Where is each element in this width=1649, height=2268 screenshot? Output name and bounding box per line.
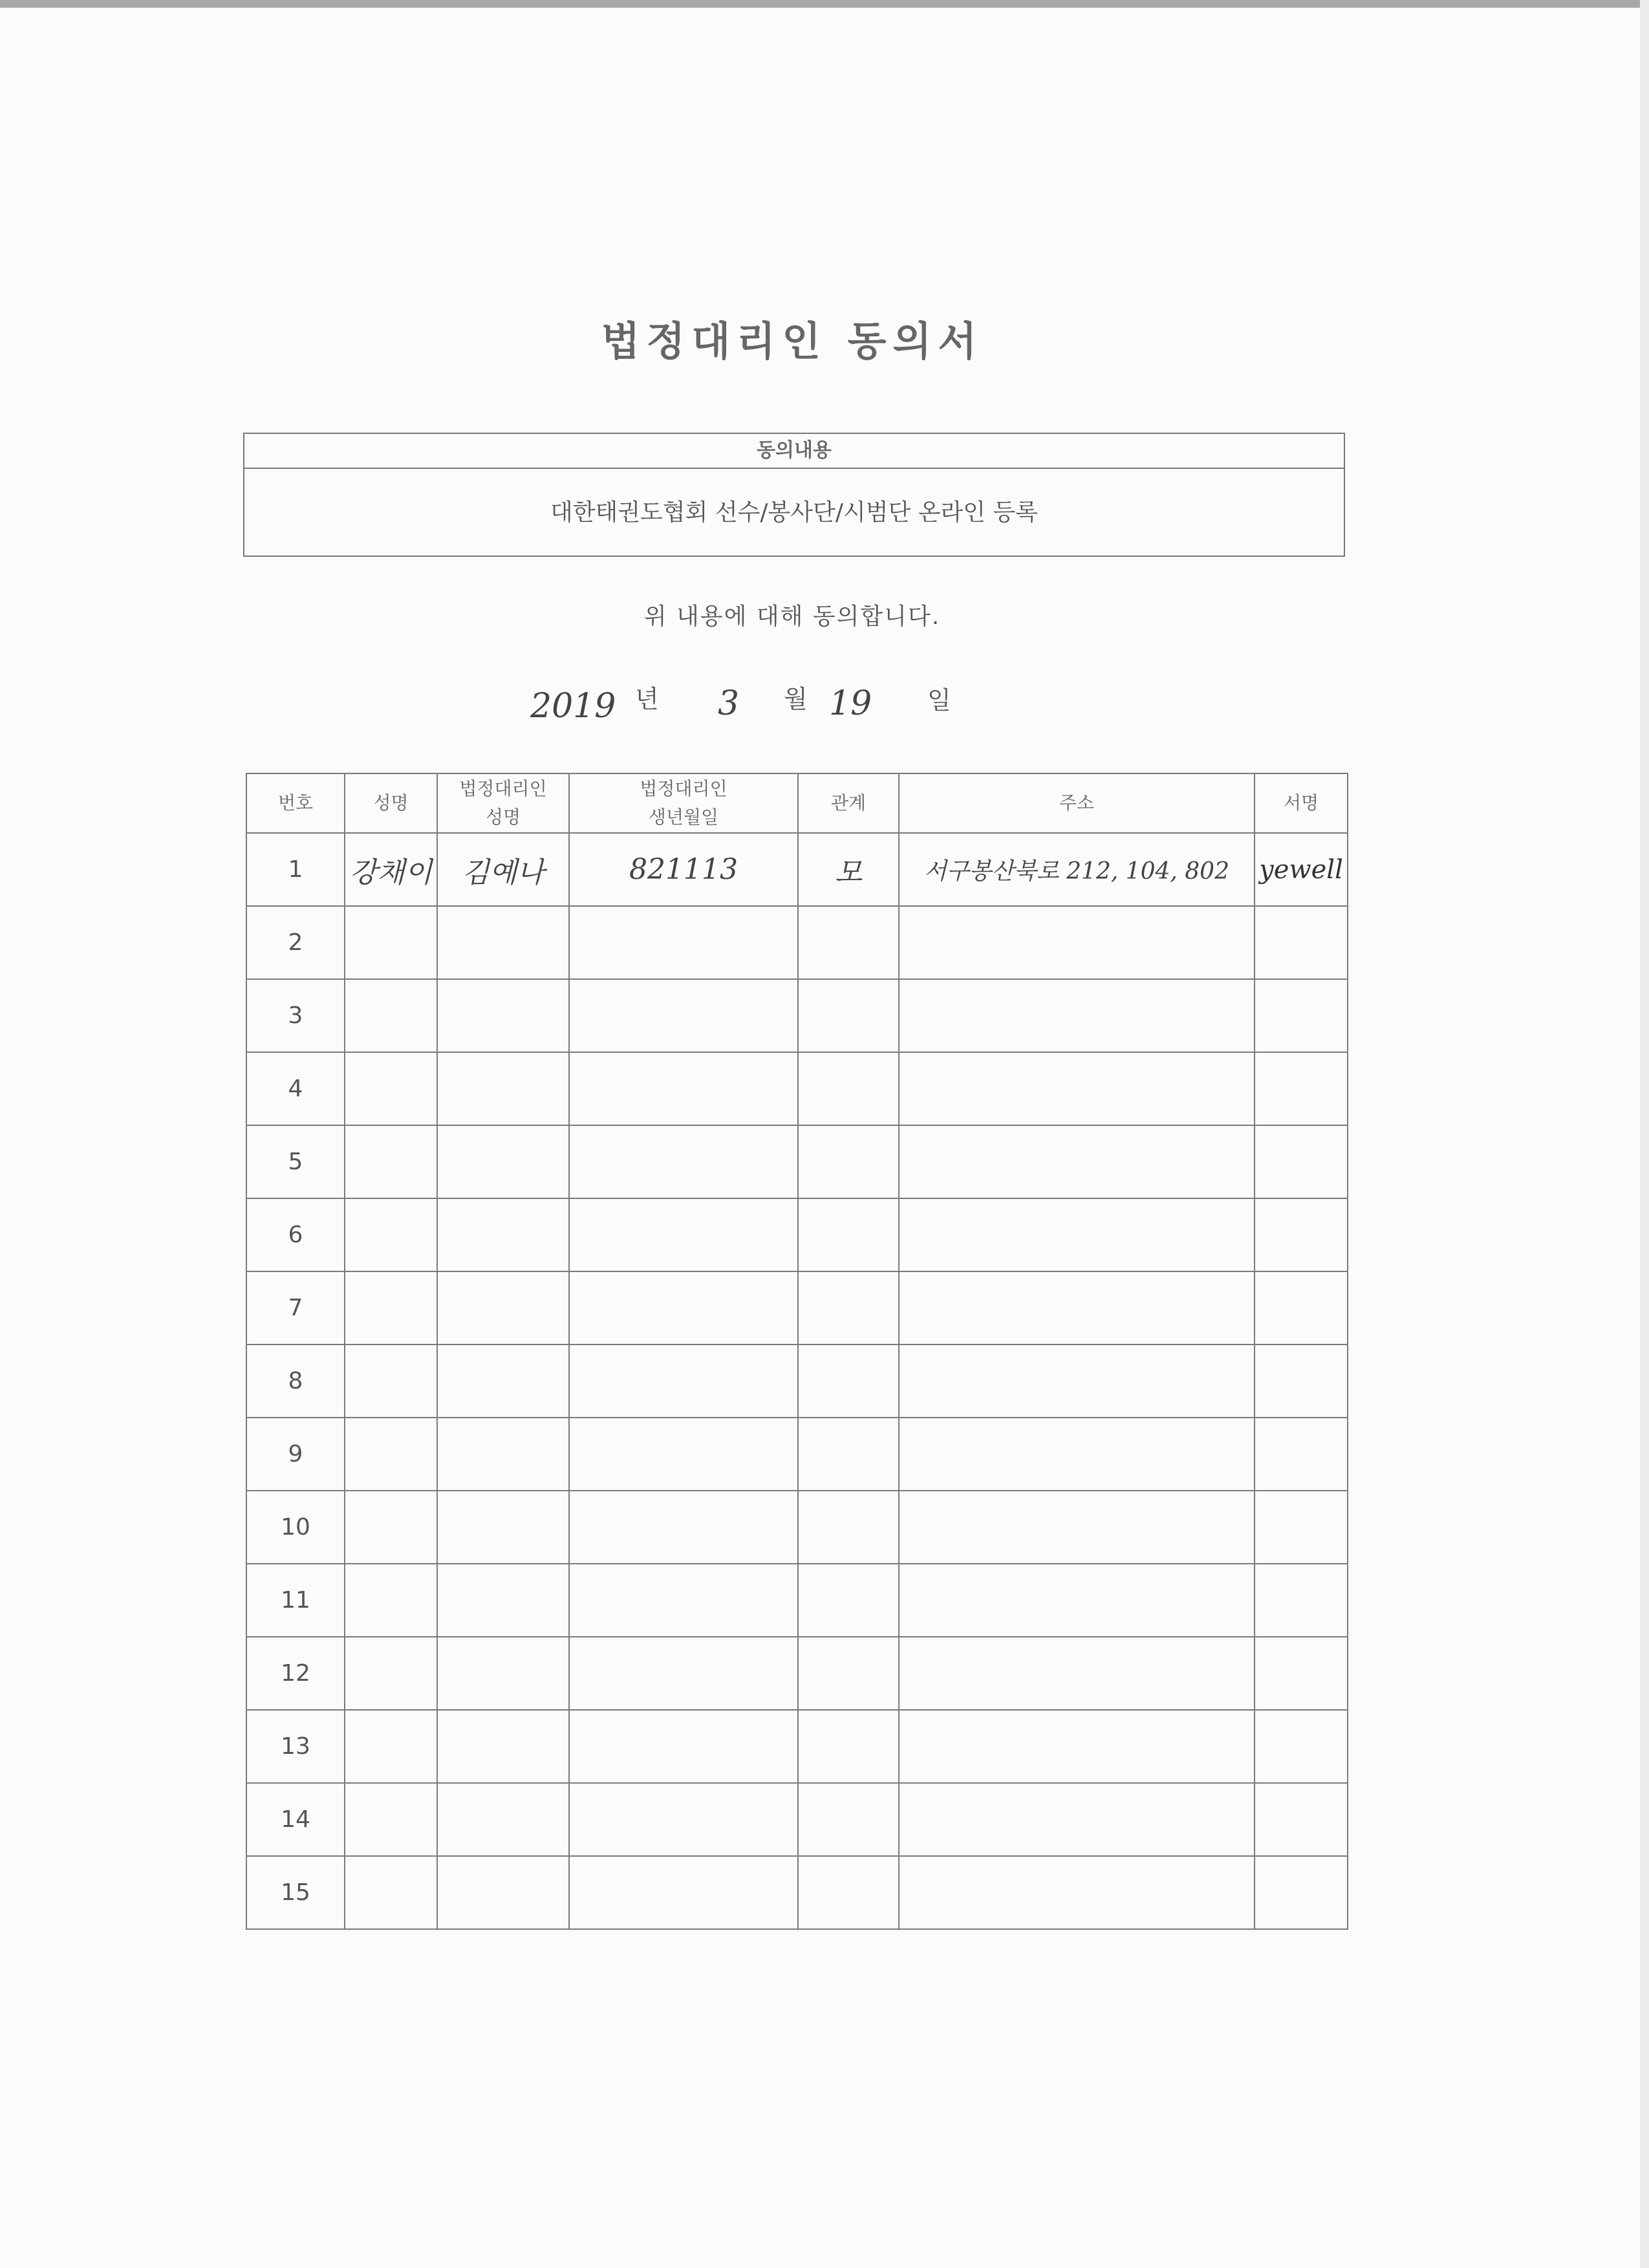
cell-signature [1255,1710,1348,1783]
cell-guardian-name [437,1125,569,1198]
cell-relation [798,1710,899,1783]
cell-name [345,1271,437,1345]
cell-relation [798,1125,899,1198]
cell-guardian-name [437,1783,569,1856]
cell-name [345,1418,437,1491]
cell-address [899,1052,1255,1125]
cell-relation [798,979,899,1052]
cell-no: 5 [246,1125,345,1198]
table-row [246,979,1348,1052]
cell-no: 1 [246,833,345,906]
cell-name [345,1125,437,1198]
cell-relation [798,1418,899,1491]
cell-name [345,1564,437,1637]
cell-guardian-birth [569,1491,798,1564]
cell-guardian-birth [569,1198,798,1271]
cell-no: 8 [246,1345,345,1418]
table-row [246,1491,1348,1564]
cell-no: 11 [246,1564,345,1637]
cell-name [345,1856,437,1929]
cell-signature [1255,1856,1348,1929]
date-day: 19 [829,684,872,723]
cell-guardian-name [437,1856,569,1929]
cell-signature [1255,1491,1348,1564]
date-year: 2019 [530,687,616,726]
table-row [246,1052,1348,1125]
cell-signature [1255,1345,1348,1418]
cell-no: 14 [246,1783,345,1856]
header-guardian-name-line2: 성명 [485,806,521,828]
cell-signature [1255,1418,1348,1491]
cell-guardian-name [437,1271,569,1345]
cell-name [345,1637,437,1710]
cell-guardian-name [437,1052,569,1125]
header-guardian-birth-line1: 법정대리인 [640,778,727,799]
header-guardian-name-line1: 법정대리인 [459,778,547,799]
cell-no: 4 [246,1052,345,1125]
header-guardian-name [437,773,569,833]
signers-table [246,773,1348,1930]
cell-relation [798,1637,899,1710]
cell-no: 9 [246,1418,345,1491]
cell-address [899,1637,1255,1710]
cell-address [899,1125,1255,1198]
cell-relation: 모 [798,833,899,906]
table-row [246,1564,1348,1637]
cell-name [345,1491,437,1564]
cell-address [899,1345,1255,1418]
cell-guardian-name [437,1637,569,1710]
date-day-unit: 일 [927,686,951,715]
cell-relation [798,906,899,979]
consent-header: 동의내용 [244,434,1344,469]
consent-body: 대한태권도협회 선수/봉사단/시범단 온라인 등록 [550,499,1039,526]
table-body [246,833,1348,1929]
cell-guardian-birth [569,1856,798,1929]
cell-guardian-name [437,1564,569,1637]
document-title: 법정대리인 동의서 [601,318,984,365]
cell-guardian-name [437,1491,569,1564]
cell-name [345,1783,437,1856]
header-name: 성명 [345,773,437,833]
table-row [246,833,1348,906]
cell-relation [798,1856,899,1929]
table-row [246,1856,1348,1929]
cell-no: 15 [246,1856,345,1929]
cell-name: 강채이 [345,833,437,906]
cell-guardian-birth [569,1710,798,1783]
cell-signature [1255,1198,1348,1271]
cell-no: 13 [246,1710,345,1783]
cell-address [899,1856,1255,1929]
cell-guardian-birth: 821113 [569,833,798,906]
cell-guardian-name [437,1418,569,1491]
cell-guardian-birth [569,1125,798,1198]
cell-no: 7 [246,1271,345,1345]
cell-relation [798,1564,899,1637]
cell-guardian-name [437,1198,569,1271]
cell-guardian-name [437,979,569,1052]
table-row [246,1418,1348,1491]
cell-guardian-name [437,906,569,979]
cell-guardian-birth [569,1271,798,1345]
cell-guardian-birth [569,906,798,979]
cell-address [899,1418,1255,1491]
cell-name [345,1345,437,1418]
table-row [246,1271,1348,1345]
cell-guardian-birth [569,1564,798,1637]
cell-guardian-birth [569,1637,798,1710]
table-row [246,906,1348,979]
cell-signature: yewell [1255,833,1348,906]
cell-signature [1255,979,1348,1052]
cell-relation [798,1783,899,1856]
cell-guardian-name: 김예나 [437,833,569,906]
scan-edge-right [1640,0,1649,2268]
cell-address [899,1491,1255,1564]
scan-edge-top [0,0,1649,8]
cell-no: 12 [246,1637,345,1710]
date-line [524,679,1015,731]
cell-guardian-birth [569,979,798,1052]
cell-guardian-name [437,1710,569,1783]
cell-name [345,979,437,1052]
cell-guardian-name [437,1345,569,1418]
cell-no: 2 [246,906,345,979]
cell-relation [798,1271,899,1345]
date-month: 3 [718,684,740,723]
cell-name [345,1198,437,1271]
cell-address [899,906,1255,979]
header-address: 주소 [899,773,1255,833]
cell-signature [1255,1564,1348,1637]
table-row [246,1345,1348,1418]
cell-relation [798,1198,899,1271]
cell-address [899,1710,1255,1783]
date-year-unit: 년 [635,685,659,713]
agreement-statement: 위 내용에 대해 동의합니다. [643,603,941,630]
cell-guardian-birth [569,1783,798,1856]
cell-relation [798,1491,899,1564]
cell-address [899,1564,1255,1637]
cell-guardian-birth [569,1345,798,1418]
cell-address [899,979,1255,1052]
table-row [246,1125,1348,1198]
header-guardian-birth [569,773,798,833]
table-row [246,1783,1348,1856]
header-relation: 관계 [798,773,899,833]
cell-address [899,1783,1255,1856]
cell-signature [1255,1637,1348,1710]
cell-name [345,906,437,979]
cell-guardian-birth [569,1052,798,1125]
cell-address: 서구봉산북로 212, 104, 802 [899,833,1255,906]
cell-signature [1255,1271,1348,1345]
cell-guardian-birth [569,1418,798,1491]
cell-signature [1255,1052,1348,1125]
table-header-row [246,773,1348,833]
header-no: 번호 [246,773,345,833]
cell-signature [1255,1125,1348,1198]
table-row [246,1637,1348,1710]
cell-signature [1255,1783,1348,1856]
header-guardian-birth-line2: 생년월일 [648,806,719,828]
cell-no: 6 [246,1198,345,1271]
cell-no: 3 [246,979,345,1052]
cell-address [899,1271,1255,1345]
consent-box [243,433,1345,557]
cell-name [345,1052,437,1125]
table-row [246,1710,1348,1783]
cell-address [899,1198,1255,1271]
date-month-unit: 월 [784,685,808,713]
cell-relation [798,1345,899,1418]
cell-relation [798,1052,899,1125]
cell-no: 10 [246,1491,345,1564]
table-row [246,1198,1348,1271]
cell-signature [1255,906,1348,979]
cell-name [345,1710,437,1783]
header-signature: 서명 [1255,773,1348,833]
